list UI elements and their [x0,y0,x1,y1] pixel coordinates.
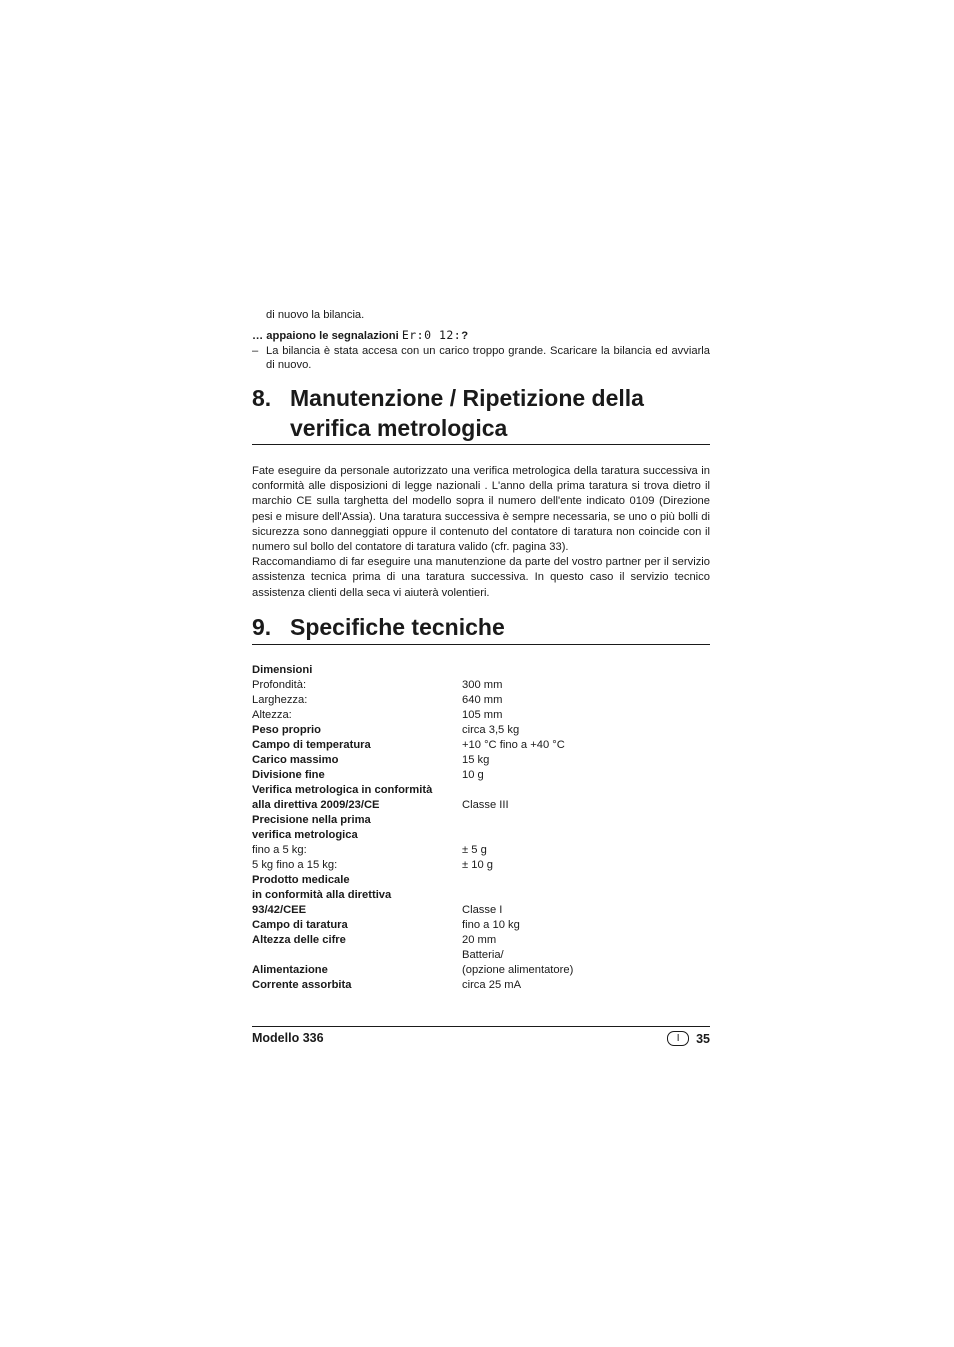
spec-value: ± 10 g [462,859,494,871]
section-9-rule [252,644,710,645]
spec-key: Alimentazione [252,964,328,976]
spec-key: Campo di temperatura [252,739,371,751]
spec-key: Profondità: [252,679,307,691]
spec-value: 10 g [462,769,484,781]
continuation-text: di nuovo la bilancia. [266,309,365,321]
spec-key: Corrente assorbita [252,979,352,991]
footer-page-info [667,1031,710,1046]
section-9-title: Specifiche tecniche [290,614,505,640]
spec-value: circa 25 mA [462,979,522,991]
section-9-number: 9. [252,614,272,640]
section-8-paragraph: Raccomandiamo di far eseguire una manutenzione da parte del vostro partner per il servizio assistenza tecnica prima di una taratura successiva. In questo caso il servizio tecnico assistenza clienti della seca vi aiuterà volentieri. [252,556,710,599]
section-8-number: 8. [252,385,272,411]
spec-value [462,813,710,843]
footer-model: Modello 336 [252,1031,324,1045]
spec-row [252,678,710,693]
spec-value: 300 mm [462,679,503,691]
page-number: 35 [696,1031,710,1046]
spec-key: Campo di taratura [252,919,348,931]
spec-value: Classe I [462,904,503,916]
spec-key: Peso proprio [252,724,321,736]
spec-key: Precisione nella prima verifica metrologica [252,814,371,841]
spec-row [252,843,710,858]
spec-value: 640 mm [462,694,503,706]
spec-value: circa 3,5 kg [462,724,520,736]
spec-row [252,813,710,843]
spec-value: 15 kg [462,754,490,766]
spec-key: Carico massimo [252,754,339,766]
spec-key: Altezza delle cifre [252,934,346,946]
question-answer [252,344,710,372]
answer-dash: – [252,345,259,357]
error-code-display: Er:0 12: [401,328,462,342]
spec-value: 20 mm [462,934,497,946]
spec-row [252,663,710,678]
spec-key: Larghezza: [252,694,308,706]
spec-key: Prodotto medicale in conformità alla direttiva 93/42/CEE [252,874,392,916]
spec-value: ± 5 g [462,844,487,856]
footer-rule [252,1026,710,1027]
spec-key: Verifica metrologica in conformità alla direttiva 2009/23/CE [252,784,433,811]
spec-key: fino a 5 kg: [252,844,307,856]
section-8-body [252,464,710,601]
specs-table [252,663,710,993]
question-prefix: … appaiono le segnalazioni [252,330,402,342]
spec-row [252,708,710,723]
answer-text: La bilancia è stata accesa con un carico troppo grande. Scaricare la bilancia ed avviarla di nuovo. [266,345,710,371]
spec-value: fino a 10 kg [462,919,520,931]
spec-value: Classe III [462,799,509,811]
spec-value: +10 °C fino a +40 °C [462,739,565,751]
spec-row [252,858,710,873]
spec-row [252,753,710,768]
spec-row [252,693,710,708]
spec-key: Dimensioni [252,664,313,676]
spec-row [252,933,710,948]
spec-value [462,663,710,678]
spec-value: 105 mm [462,709,503,721]
spec-row [252,738,710,753]
spec-row [252,918,710,933]
spec-row [252,723,710,738]
section-9-heading [252,612,710,642]
section-8-heading [252,383,710,443]
section-8-rule [252,444,710,445]
question-suffix: ? [461,330,469,342]
language-badge: I [667,1031,689,1046]
spec-row [252,768,710,783]
spec-row [252,873,710,918]
spec-value: Batteria/ (opzione alimentatore) [462,949,574,976]
spec-row [252,948,710,978]
spec-key: Altezza: [252,709,292,721]
spec-key: 5 kg fino a 15 kg: [252,859,338,871]
spec-key: Divisione fine [252,769,325,781]
section-8-title: Manutenzione / Ripetizione della verifica metrologica [290,385,644,441]
spec-row [252,978,710,993]
question-heading [252,328,468,343]
spec-row [252,783,710,813]
section-8-paragraph: Fate eseguire da personale autorizzato una verifica metrologica della taratura successiva in conformità alle disposizioni di legge nazionali . L'anno della prima taratura si trova dietro il marchio CE sulla targhetta del modello sopra il numero dell'ente indicato 0109 (Direzione pesi e misure dell'Assia). Una taratura successiva è sempre necessaria, se uno o più bolli di sicurezza sono danneggiati oppure il contenuto del contatore di taratura non coincide con il numero sul bollo del contatore di taratura valido (cfr. pagina 33). [252,465,710,554]
